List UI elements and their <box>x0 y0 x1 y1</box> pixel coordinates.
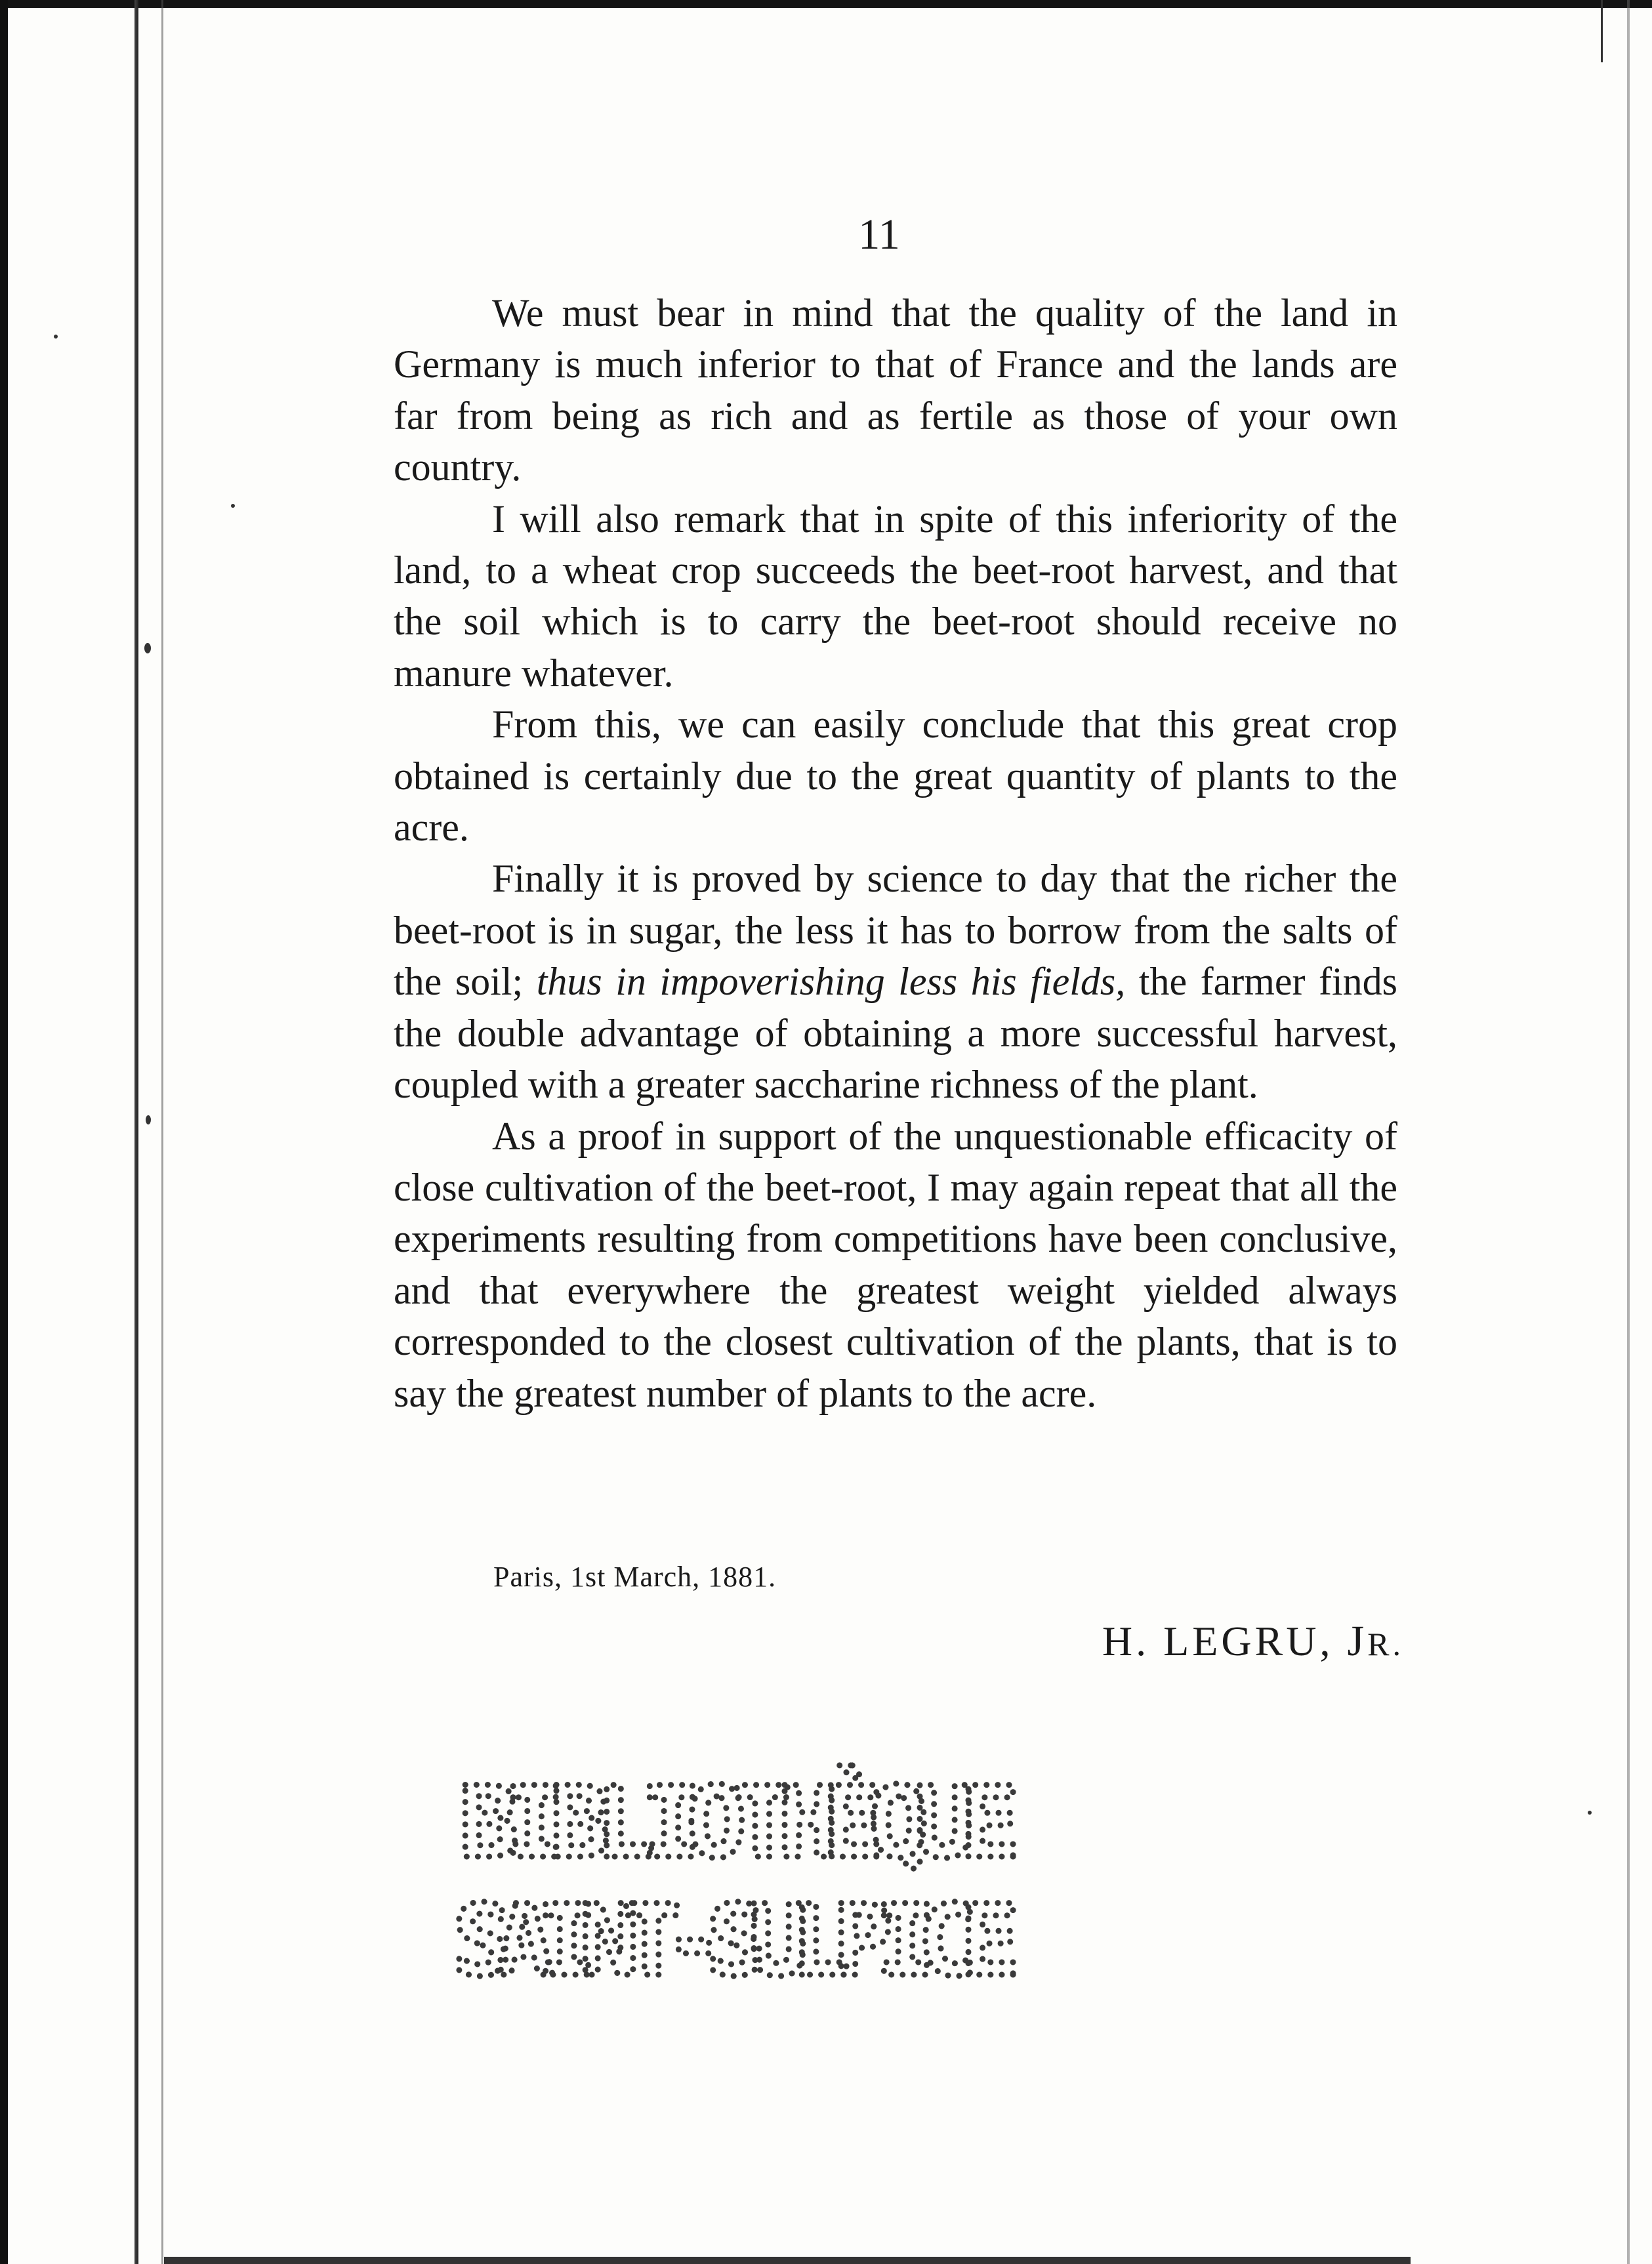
italic-emphasis: thus in impoverishing less his fields, <box>536 960 1126 1004</box>
right-page-edge <box>1627 0 1630 2264</box>
author-name: H. LEGRU, <box>1102 1618 1334 1664</box>
paragraph: From this, we can easily conclude that this great crop obtained is certainly due to the great quantity of plants to the acre. <box>394 703 1397 850</box>
scan-speck <box>54 335 58 339</box>
page-fold-line <box>134 0 138 2264</box>
paragraph: We must bear in mind that the quality of the land in Germany is much inferior to that of France and the lands are far from being as rich and as fertile as those of your own country. <box>394 291 1397 489</box>
scan-speck <box>146 1115 151 1124</box>
paragraph-text: Finally it is proved by science to day that the richer the beet-root is in sugar, the less it has to borrow from the salts of the soil; <box>394 857 1397 1004</box>
stamp-line-2: SAINT-SULPICE <box>453 1884 1023 1998</box>
paragraph: As a proof in support of the unquestionable efficacity of close cultivation of the beet-root, I may again repeat that all the experiments resulting from competitions have been conclusive, and that everywhere the greatest weight yielded always corresponded to the closest cultivation of the plants, that is to say the greatest number of plants to the acre. <box>394 1114 1397 1415</box>
scan-speck <box>1588 1811 1592 1815</box>
page-number: 11 <box>858 211 900 258</box>
stamp-line-1: BIBLIOTHÈQUE <box>459 1766 1023 1880</box>
paragraph <box>394 853 1397 1110</box>
page-fold-shadow <box>161 0 163 2264</box>
dateline: Paris, 1st March, 1881. <box>493 1561 777 1593</box>
suffix-rest: R. <box>1367 1626 1404 1662</box>
library-perforation-stamp <box>446 1758 1037 2021</box>
scan-top-edge <box>0 0 1652 8</box>
scan-left-edge <box>0 0 8 2264</box>
body-text <box>394 287 1397 1419</box>
paragraph-text: the farmer finds the double advantage of obtaining a more successful harvest, coupled with a greater saccharine richness of the plant. <box>394 960 1397 1107</box>
author-signature <box>984 1615 1404 1670</box>
scan-speck <box>144 643 151 653</box>
stamp-graphic <box>446 1758 1037 2021</box>
suffix-initial: J <box>1347 1617 1368 1665</box>
right-edge-mark <box>1601 0 1603 62</box>
bottom-edge-shadow <box>164 2257 1411 2264</box>
paragraph: I will also remark that in spite of this inferiority of the land, to a wheat crop succeeds the beet-root harvest, and that the soil which is to carry the beet-root should receive no manure whatever. <box>394 497 1397 695</box>
scan-speck <box>231 504 235 508</box>
